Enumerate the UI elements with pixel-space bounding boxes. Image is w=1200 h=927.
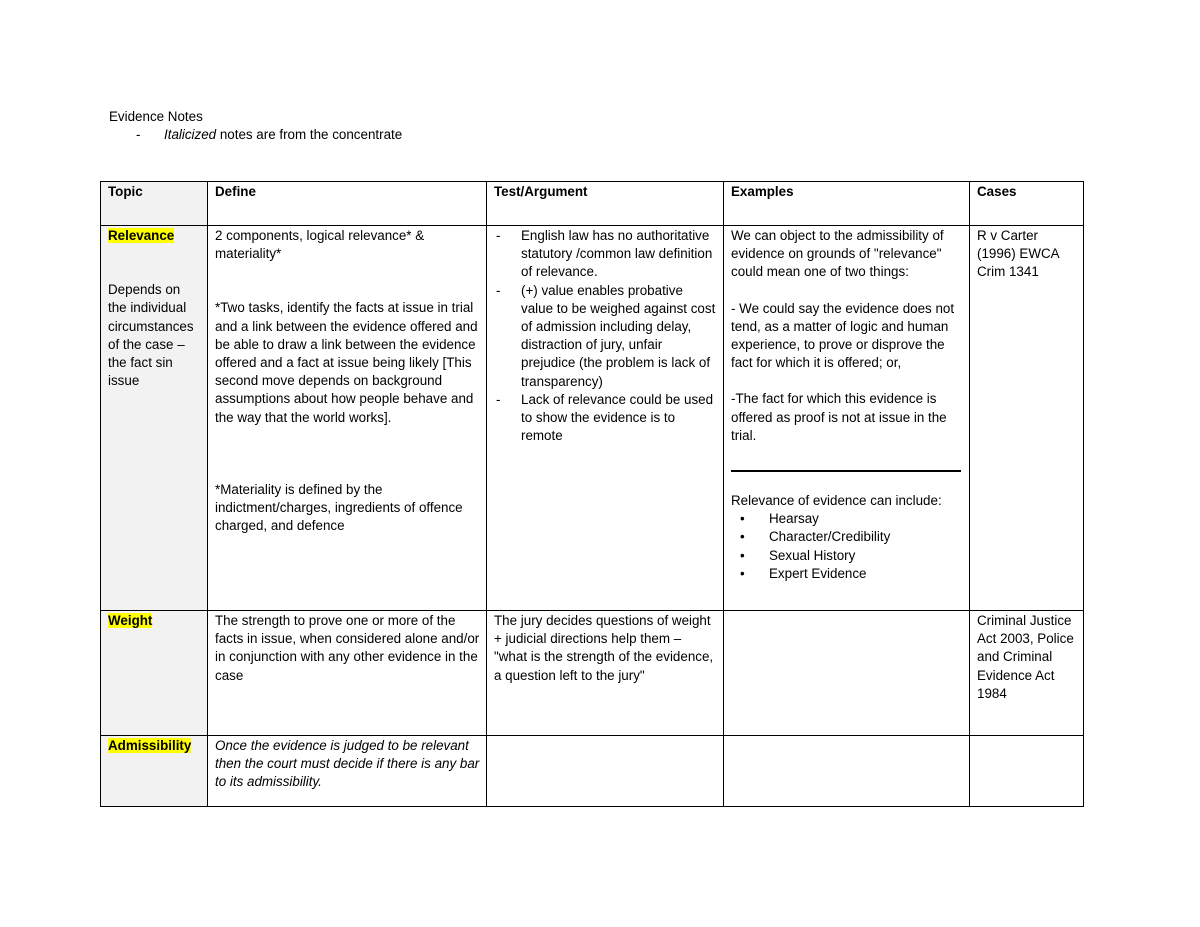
relevance-topic-cell <box>101 226 208 611</box>
relevance-cases-cell: R v Carter (1996) EWCA Crim 1341 <box>970 226 1084 611</box>
evidence-table <box>100 181 1084 807</box>
list-item: • Expert Evidence <box>731 565 963 583</box>
relevance-test-list <box>494 227 717 445</box>
relevance-define-cell <box>208 226 487 611</box>
admissibility-examples-cell <box>724 736 970 807</box>
weight-topic-label: Weight <box>108 613 153 628</box>
weight-topic-cell <box>101 611 208 736</box>
list-item: • Character/Credibility <box>731 528 963 546</box>
list-item: • Sexual History <box>731 547 963 565</box>
horizontal-rule <box>731 470 961 472</box>
weight-define-cell: The strength to prove one or more of the facts in issue, when considered alone and/or in conjunction with any other evidence in the case <box>208 611 487 736</box>
weight-test-cell: The jury decides questions of weight + judicial directions help them – "what is the strength of the evidence, a question left to the jury" <box>487 611 724 736</box>
relevance-topic-label: Relevance <box>108 228 175 243</box>
admissibility-topic-cell <box>101 736 208 807</box>
admissibility-define-cell: Once the evidence is judged to be relevant then the court must decide if there is any bar to its admissibility. <box>208 736 487 807</box>
list-item: - (+) value enables probative value to be weighed against cost of admission including delay, distraction of jury, unfair prejudice (the problem is lack of transparency) <box>494 282 717 391</box>
relevance-examples-cell <box>724 226 970 611</box>
relevance-define-tasks: *Two tasks, identify the facts at issue in trial and a link between the evidence offered and be able to draw a link between the evidence offered and a fact at issue being likely [This second move depends on background assumptions about how people behave and the way that the world works]. <box>215 300 478 425</box>
weight-examples-cell <box>724 611 970 736</box>
relevance-define-materiality: *Materiality is defined by the indictment/charges, ingredients of offence charged, and defence <box>215 481 463 534</box>
admissibility-topic-label: Admissibility <box>108 738 192 753</box>
admissibility-cases-cell <box>970 736 1084 807</box>
list-item: • Hearsay <box>731 510 963 528</box>
relevance-define-intro: 2 components, logical relevance* & materiality* <box>215 228 425 262</box>
relevance-examples-intro: We can object to the admissibility of evidence on grounds of "relevance" could mean one of two things: <box>731 228 944 280</box>
header-cases: Cases <box>970 182 1084 226</box>
relevance-examples-bullets <box>731 510 963 583</box>
weight-cases-cell: Criminal Justice Act 2003, Police and Criminal Evidence Act 1984 <box>970 611 1084 736</box>
table-row-admissibility <box>101 736 1084 807</box>
admissibility-test-cell <box>487 736 724 807</box>
relevance-examples-include: Relevance of evidence can include: <box>731 493 942 509</box>
note-dash: - <box>136 127 141 142</box>
document-title: Evidence Notes <box>109 109 203 124</box>
list-item: - English law has no authoritative statutory /common law definition of relevance. <box>494 227 717 282</box>
table-header-row <box>101 182 1084 226</box>
table-row-weight <box>101 611 1084 736</box>
table-row-relevance <box>101 226 1084 611</box>
header-topic: Topic <box>101 182 208 226</box>
relevance-topic-note: Depends on the individual circumstances of the case – the fact sin issue <box>108 282 194 389</box>
header-define: Define <box>208 182 487 226</box>
relevance-examples-point-1: - We could say the evidence does not tend, as a matter of logic and human experience, to prove or disprove the fact for which it is offered; or, <box>731 300 955 371</box>
header-examples: Examples <box>724 182 970 226</box>
italic-note-line <box>136 126 402 144</box>
relevance-examples-point-2: -The fact for which this evidence is offered as proof is not at issue in the trial. <box>731 391 947 443</box>
list-item: - Lack of relevance could be used to show the evidence is to remote <box>494 391 717 446</box>
note-text: notes are from the concentrate <box>216 127 403 142</box>
relevance-test-cell <box>487 226 724 611</box>
note-italic-word: Italicized <box>164 127 217 142</box>
header-test-argument: Test/Argument <box>487 182 724 226</box>
